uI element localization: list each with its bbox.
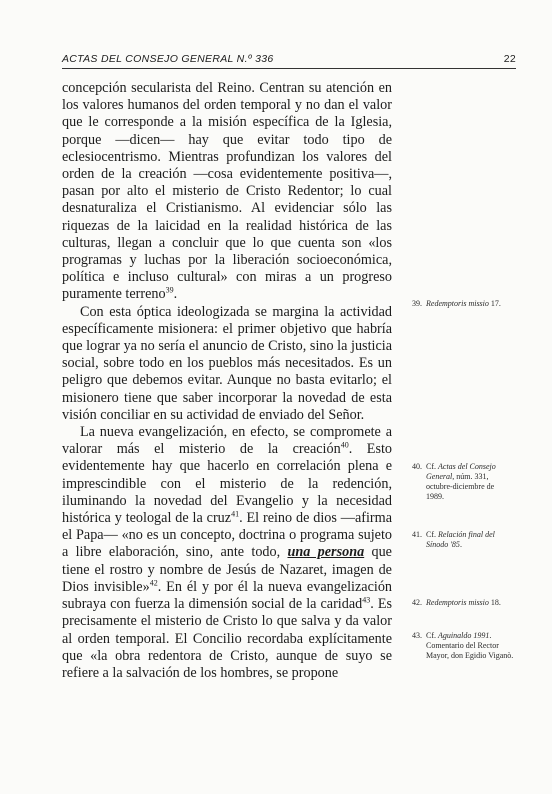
footnote-source: Redemptoris missio xyxy=(426,598,489,607)
footnote-rest: . xyxy=(459,540,462,549)
page-number: 22 xyxy=(503,53,516,65)
emphasized-text: una persona xyxy=(287,544,365,561)
footnote-source: Relación final del Sínodo '85 xyxy=(426,530,495,549)
paragraph-1-tail: . xyxy=(173,286,178,303)
footnote-ref-42[interactable]: 42 xyxy=(149,578,158,588)
paragraph-3-seg-3: . El reino de dios —afirma el Papa— «no es un concepto, doctrina o programa sujeto a libre elaboración, sino, ante todo, xyxy=(62,510,392,561)
footnote-number: 43. xyxy=(412,631,422,640)
footnote-42 xyxy=(412,598,516,608)
footnote-source: Redemptoris missio xyxy=(426,299,489,308)
paragraph-1-text: concepción secularista del Reino. Centran su atención en los valores humanos del orden temporal y no dan el valor que le corresponde a la misión específica de la Iglesia, porque —dicen— hay que evitar todo tipo de eclesiocentrismo. Mientras profundizan los valores del orden de la creación —cosa evidentemente positiva—, pasan por alto el misterio de Cristo Redentor; lo cual desnaturaliza el Cristianismo. Al evidenciar sólo las riquezas de la laicidad en la realidad histórica de las culturas, llegan a concluir que lo que cuenta son «los programas y luchas por la liberación socioeconómica, política e incluso cultural» con miras a un progreso puramente terreno xyxy=(62,80,392,303)
main-text xyxy=(62,80,392,682)
paragraph-3-seg-1: La nueva evangelización, en efecto, se compromete a valorar más el misterio de la creación xyxy=(62,424,392,458)
footnote-number: 41. xyxy=(412,530,422,539)
paragraph-3 xyxy=(62,424,392,682)
footnote-number: 40. xyxy=(412,462,422,471)
footnote-ref-43[interactable]: 43 xyxy=(362,595,371,605)
journal-title: ACTAS DEL CONSEJO GENERAL N.º 336 xyxy=(62,53,274,65)
footnote-40 xyxy=(412,462,516,502)
footnote-source: Aguinaldo 1991 xyxy=(438,631,490,640)
paragraph-3-seg-4: que tiene el rostro y nombre de Jesús de Nazaret, imagen de Dios invisible» xyxy=(62,544,392,595)
paragraph-1 xyxy=(62,80,392,304)
footnote-43 xyxy=(412,631,516,661)
footnote-41 xyxy=(412,530,516,550)
footnote-number: 42. xyxy=(412,598,422,607)
footnote-prefix: Cf. xyxy=(426,530,438,539)
footnote-rest: . Comentario del Rector Mayor, don Egidio Viganò. xyxy=(426,631,514,660)
footnote-ref-39[interactable]: 39 xyxy=(165,285,174,295)
footnote-prefix: Cf. xyxy=(426,631,438,640)
paragraph-3-seg-6: . Es precisamente el misterio de Cristo lo que salva y da valor al orden temporal. El Concilio recordaba explícitamente que «la obra redentora de Cristo, aunque de suyo se refiere a la salvación de los hombres, se propone xyxy=(62,596,393,681)
footnote-prefix: Cf. xyxy=(426,462,438,471)
paragraph-3-seg-2: . Esto evidentemente hay que hacerlo en correlación plena e imprescindible con el misterio de la redención, iluminando la novedad del Evangelio y la necesidad histórica y teologal de la cruz xyxy=(62,441,392,527)
footnote-rest: 17. xyxy=(488,299,501,308)
running-header xyxy=(62,50,516,69)
footnote-rest: 18. xyxy=(488,598,501,607)
footnote-number: 39. xyxy=(412,299,422,308)
footnote-rest: , núm. 331, octubre-diciembre de 1989. xyxy=(426,472,495,501)
footnote-ref-41[interactable]: 41 xyxy=(231,509,240,519)
footnote-39 xyxy=(412,299,516,309)
paragraph-3-seg-5: . En él y por él la nueva evangelización subraya con fuerza la dimensión social de la caridad xyxy=(62,578,393,613)
footnote-source: Actas del Consejo General xyxy=(426,462,496,481)
paragraph-2: Con esta óptica ideologizada se margina la actividad específicamente misionera: el primer objetivo que habría que lograr ya no sería el anuncio de Cristo, sino la justicia social, sobre todo en los pueblos más necesitados. Es un peligro que debemos evitar. Aunque no basta evitarlo; el misionero tiene que saber incorporar la novedad de esta visión conciliar en su actividad de enviado del Señor. xyxy=(62,303,392,423)
footnote-ref-40[interactable]: 40 xyxy=(340,440,349,450)
